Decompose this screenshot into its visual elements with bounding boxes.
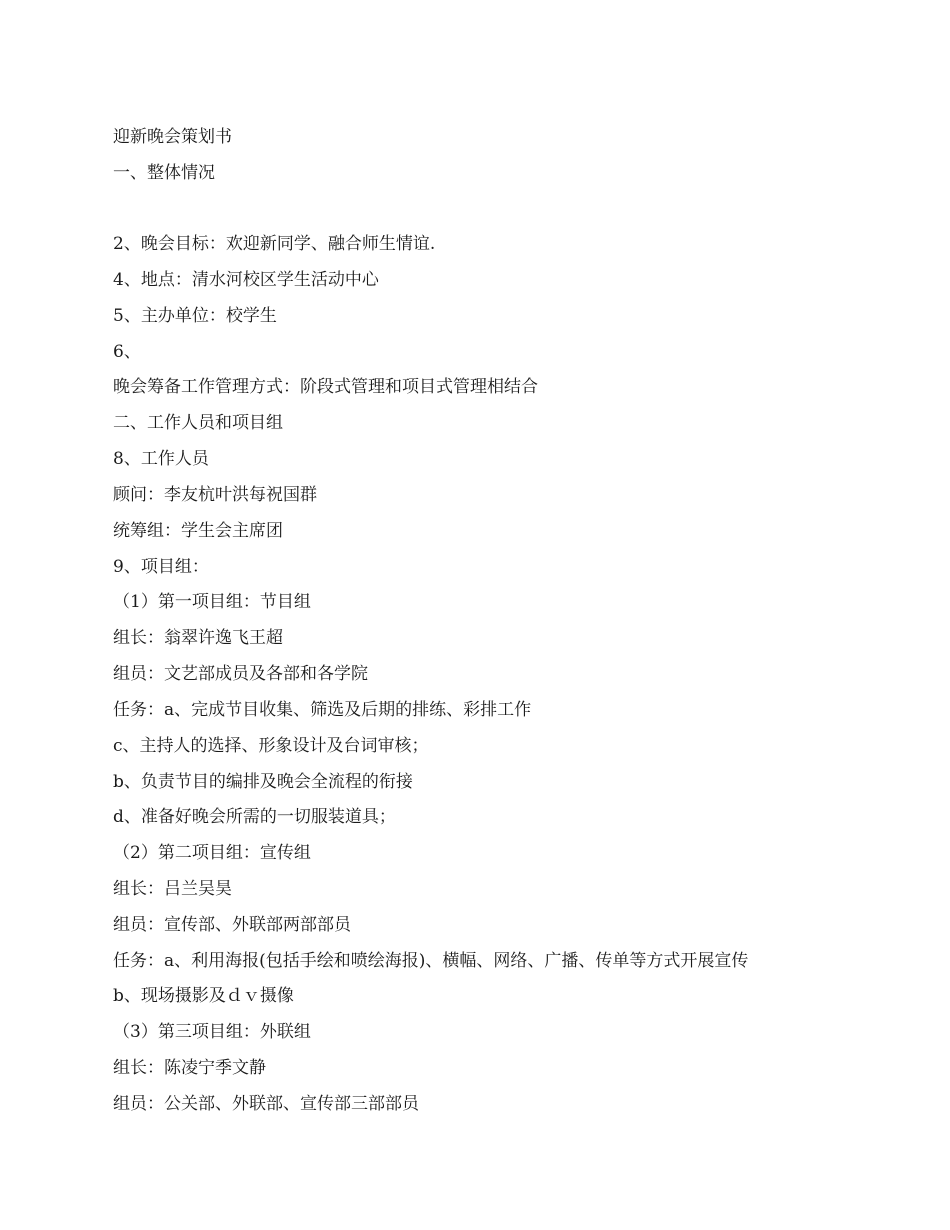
text-line: （2）第二项目组：宣传组: [113, 843, 311, 863]
text-line: 组员：文艺部成员及各部和各学院: [113, 664, 368, 684]
text-line: 任务：a、完成节目收集、筛选及后期的排练、彩排工作: [113, 700, 532, 720]
text-line: 任务：a、利用海报(包括手绘和喷绘海报)、横幅、网络、广播、传单等方式开展宣传: [113, 951, 749, 971]
text-line: 2、晚会目标：欢迎新同学、融合师生情谊.: [113, 234, 436, 254]
section-heading: 一、整体情况: [113, 163, 215, 183]
text-line: 组长：吕兰吴昊: [113, 879, 232, 899]
document-title: 迎新晚会策划书: [113, 127, 232, 147]
text-line: 4、地点：清水河校区学生活动中心: [113, 270, 379, 290]
text-line: 组长：翁翠许逸飞王超: [113, 628, 283, 648]
text-line: （3）第三项目组：外联组: [113, 1022, 311, 1042]
text-line: 5、主办单位：校学生: [113, 306, 277, 326]
text-line: （1）第一项目组：节目组: [113, 592, 311, 612]
text-line: 统筹组：学生会主席团: [113, 521, 283, 541]
text-line: c、主持人的选择、形象设计及台词审核；: [113, 736, 429, 756]
text-line: b、负责节目的编排及晚会全流程的衔接: [113, 772, 413, 792]
text-line: 组员：宣传部、外联部两部部员: [113, 915, 351, 935]
text-line: 8、工作人员: [113, 449, 209, 469]
text-line: 组长：陈凌宁季文静: [113, 1058, 266, 1078]
text-line: 9、项目组：: [113, 557, 209, 577]
text-line: b、现场摄影及ｄｖ摄像: [113, 986, 294, 1006]
section-heading: 二、工作人员和项目组: [113, 413, 283, 433]
text-line: 晚会筹备工作管理方式：阶段式管理和项目式管理相结合: [113, 377, 538, 397]
text-line: 顾问：李友杭叶洪每祝国群: [113, 485, 317, 505]
text-line: 组员：公关部、外联部、宣传部三部部员: [113, 1094, 419, 1114]
text-line: d、准备好晚会所需的一切服装道具；: [113, 807, 396, 827]
text-line: 6、: [113, 342, 141, 362]
